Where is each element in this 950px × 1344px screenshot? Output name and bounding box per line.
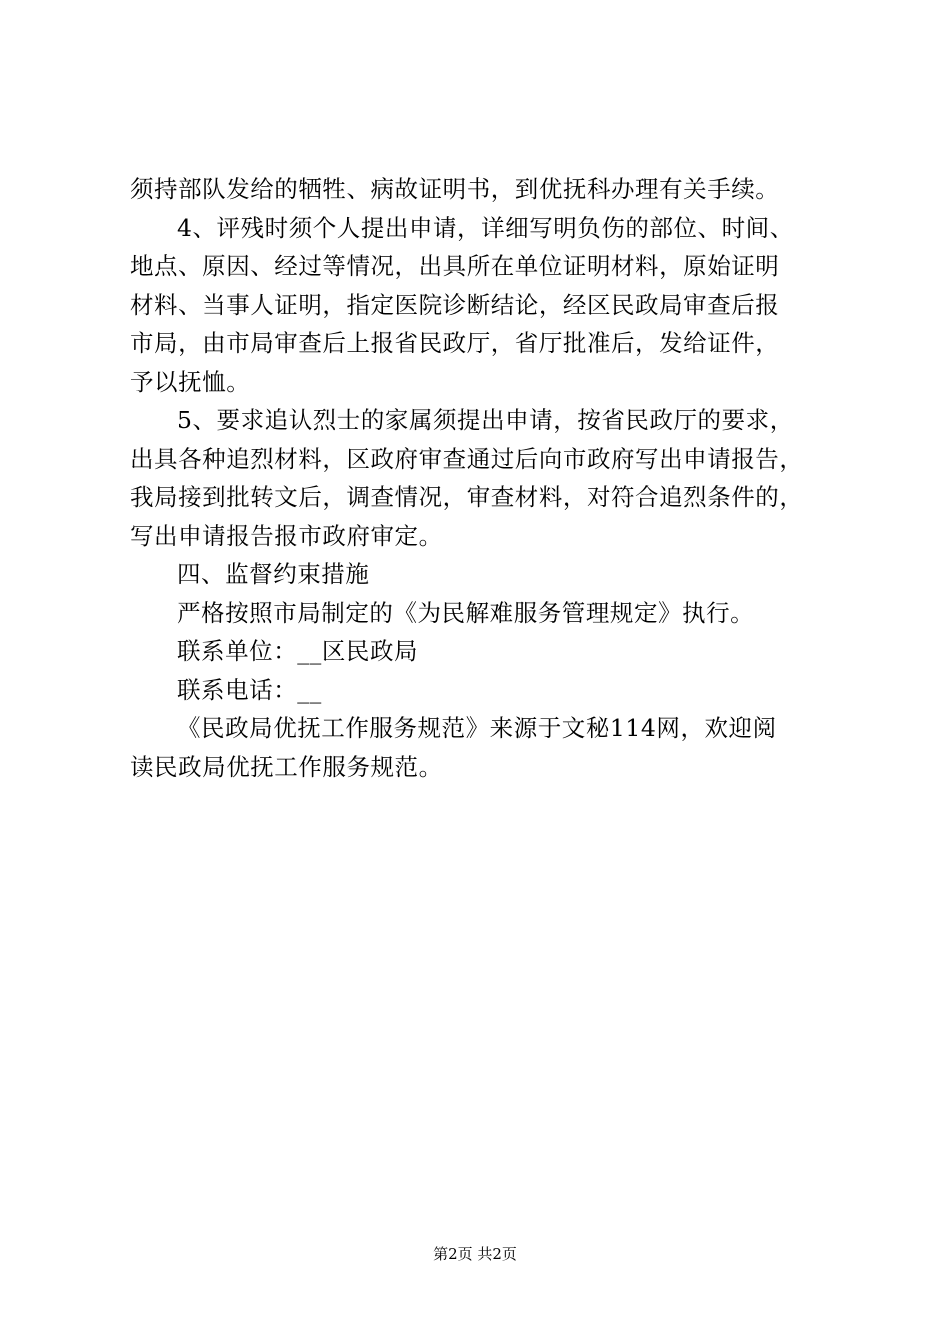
paragraph-line: 写出申请报告报市政府审定。 — [130, 521, 443, 550]
document-body — [130, 170, 850, 786]
section-heading: 四、监督约束措施 — [177, 560, 370, 588]
paragraph-line: 4、评残时须个人提出申请，详细写明负伤的部位、时间、 — [177, 213, 794, 242]
paragraph-line: 市局，由市局审查后上报省民政厅，省厅批准后，发给证件， — [130, 329, 780, 357]
paragraph-line: 5、要求追认烈士的家属须提出申请，按省民政厅的要求， — [177, 406, 794, 434]
paragraph-line: 材料、当事人证明，指定医院诊断结论，经区民政局审查后报 — [130, 290, 780, 319]
paragraph-line: 予以抚恤。 — [130, 367, 251, 396]
source-note-line: 读民政局优抚工作服务规范。 — [130, 752, 443, 781]
page-number-footer: 第2页 共2页 — [433, 1245, 517, 1263]
source-note-line: 《民政局优抚工作服务规范》来源于文秘114网，欢迎阅 — [177, 714, 777, 742]
contact-phone: 联系电话：__ — [177, 675, 322, 704]
paragraph-line: 出具各种追烈材料，区政府审查通过后向市政府写出申请报告， — [130, 444, 804, 473]
contact-unit: 联系单位：__区民政局 — [177, 637, 419, 665]
paragraph-line: 我局接到批转文后，调查情况，审查材料，对符合追烈条件的， — [130, 483, 804, 511]
paragraph-line: 须持部队发给的牺牲、病故证明书，到优抚科办理有关手续。 — [130, 175, 780, 203]
paragraph-line: 地点、原因、经过等情况，出具所在单位证明材料，原始证明 — [130, 252, 780, 280]
paragraph-line: 严格按照市局制定的《为民解难服务管理规定》执行。 — [177, 598, 755, 627]
